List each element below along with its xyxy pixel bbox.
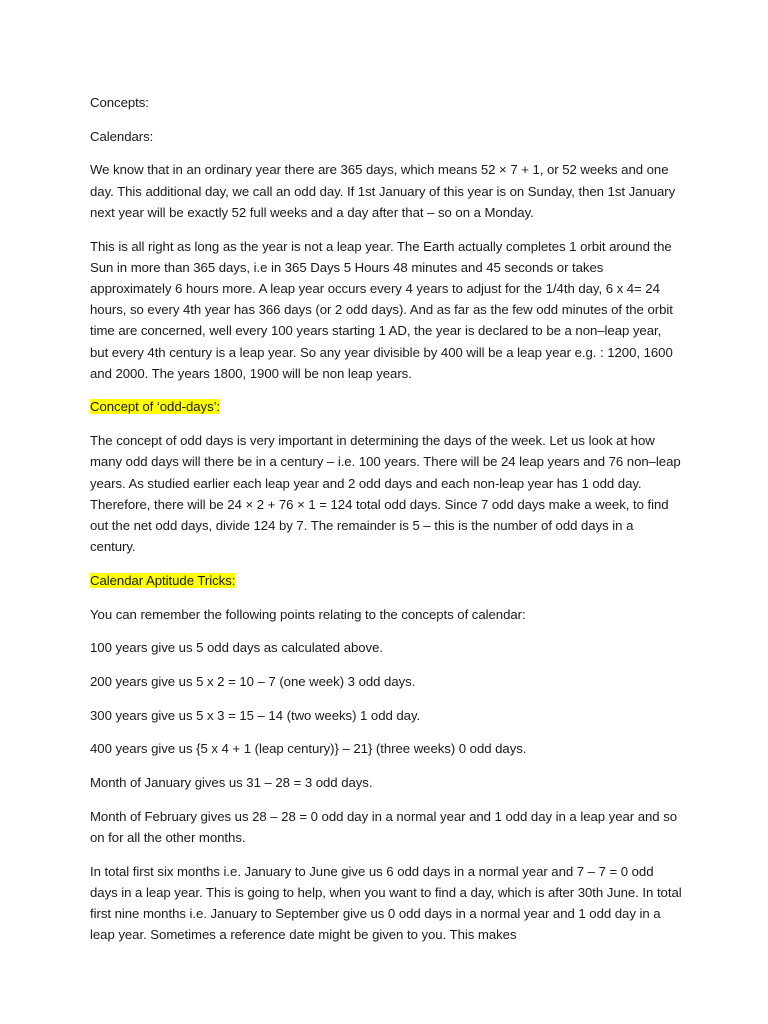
paragraph-ordinary-year: We know that in an ordinary year there are 365 days, which means 52 × 7 + 1, or 52 weeks and one day. This additional day, we call an odd day. If 1st January of this year is on Sunday, then 1st January next year will be exactly 52 full weeks and a day after that – so on a Monday.	[90, 162, 676, 220]
heading-concepts: Concepts:	[90, 95, 149, 110]
heading-calendar-tricks: Calendar Aptitude Tricks:	[90, 572, 236, 588]
point-february: Month of February gives us 28 – 28 = 0 odd day in a normal year and 1 odd day in a leap year and so on for all the other months.	[90, 808, 678, 845]
heading-odd-days-wrapper	[90, 396, 682, 417]
point-200-years: 200 years give us 5 x 2 = 10 – 7 (one week) 3 odd days.	[90, 673, 416, 689]
paragraph-total-months: In total first six months i.e. January to June give us 6 odd days in a normal year and 7 – 7 = 0 odd days in a leap year. This is going to help, when you want to find a day, which is after 30th June. In total first nine months i.e. January to September give us 0 odd days in a normal year and 1 odd day in a leap year. Sometimes a reference date might be given to you. This makes	[90, 863, 682, 943]
point-300-years: 300 years give us 5 x 3 = 15 – 14 (two weeks) 1 odd day.	[90, 707, 421, 723]
heading-calendars: Calendars:	[90, 128, 154, 144]
point-january: Month of January gives us 31 – 28 = 3 odd days.	[90, 775, 373, 791]
heading-odd-days: Concept of ‘odd-days’:	[90, 399, 221, 415]
paragraph-remember: You can remember the following points relating to the concepts of calendar:	[90, 606, 526, 622]
point-100-years: 100 years give us 5 odd days as calculated above.	[90, 640, 383, 656]
document-page	[90, 92, 682, 958]
heading-tricks-wrapper	[90, 570, 682, 591]
paragraph-leap-year: This is all right as long as the year is not a leap year. The Earth actually completes 1 orbit around the Sun in more than 365 days, i.e in 365 Days 5 Hours 48 minutes and 45 seconds or takes approximately 6 hours more. A leap year occurs every 4 years to adjust for the 1/4th day, 6 x 4= 24 hours, so every 4th year has 366 days (or 2 odd days). And as far as the few odd minutes of the orbit time are concerned, well every 100 years starting 1 AD, the year is declared to be a non–leap year, but every 4th century is a leap year. So any year divisible by 400 will be a leap year e.g. : 1200, 1600 and 2000. The years 1800, 1900 will be non leap years.	[90, 238, 673, 381]
point-400-years: 400 years give us {5 x 4 + 1 (leap century)} – 21} (three weeks) 0 odd days.	[90, 741, 527, 757]
paragraph-odd-days: The concept of odd days is very important in determining the days of the week. Let us look at how many odd days will there be in a century – i.e. 100 years. There will be 24 leap years and 76 non–leap years. As studied earlier each leap year and 2 odd days and each non-leap year has 1 odd day. Therefore, there will be 24 × 2 + 76 × 1 = 124 total odd days. Since 7 odd days make a week, to find out the net odd days, divide 124 by 7. The remainder is 5 – this is the number of odd days in a century.	[90, 433, 681, 555]
